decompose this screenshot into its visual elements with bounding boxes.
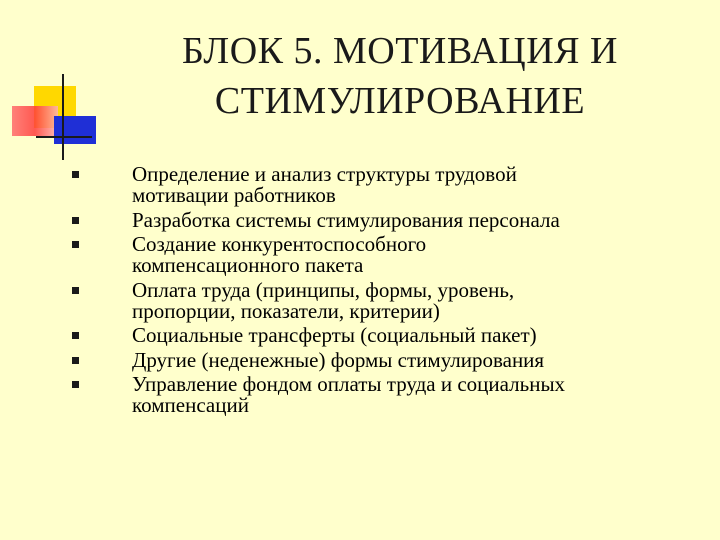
title-line-2: СТИМУЛИРОВАНИЕ: [214, 80, 586, 122]
square-bullet-icon: [72, 287, 79, 294]
list-item: [72, 234, 702, 276]
square-bullet-icon: [72, 217, 79, 224]
square-bullet-icon: [72, 357, 79, 364]
bullet-list: [72, 164, 702, 420]
title-line-1: БЛОК 5. МОТИВАЦИЯ И: [182, 30, 618, 72]
square-bullet-icon: [72, 332, 79, 339]
list-item-line: Определение и анализ структуры трудовой: [132, 162, 517, 186]
square-bullet-icon: [72, 381, 79, 388]
list-item-line: мотивации работников: [132, 183, 336, 207]
list-item-line: Разработка системы стимулирования персонала: [132, 207, 560, 232]
list-item: [72, 207, 702, 232]
square-bullet-icon: [72, 241, 79, 248]
list-item-line: Другие (неденежные) формы стимулирования: [132, 347, 545, 372]
decorative-logo-icon: [0, 0, 110, 170]
vertical-line-icon: [62, 74, 64, 160]
list-item: [72, 277, 702, 323]
page-title: [110, 26, 690, 126]
list-item: [72, 347, 702, 372]
horizontal-line-icon: [36, 136, 92, 138]
list-item-line: Управление фондом оплаты труда и социальных: [132, 372, 566, 396]
list-item-line: Оплата труда (принципы, формы, уровень,: [132, 277, 515, 302]
list-item-line: компенсаций: [132, 393, 249, 417]
square-bullet-icon: [72, 171, 79, 178]
list-item-line: компенсационного пакета: [132, 253, 364, 277]
list-item: [72, 164, 702, 206]
red-square-icon: [12, 106, 58, 136]
list-item-line: Социальные трансферты (социальный пакет): [132, 323, 537, 347]
blue-square-icon: [54, 116, 96, 144]
list-item-line: Создание конкурентоспособного: [132, 232, 427, 256]
list-item: [72, 325, 702, 346]
list-item-line: пропорции, показатели, критерии): [132, 298, 440, 323]
list-item: [72, 374, 702, 416]
